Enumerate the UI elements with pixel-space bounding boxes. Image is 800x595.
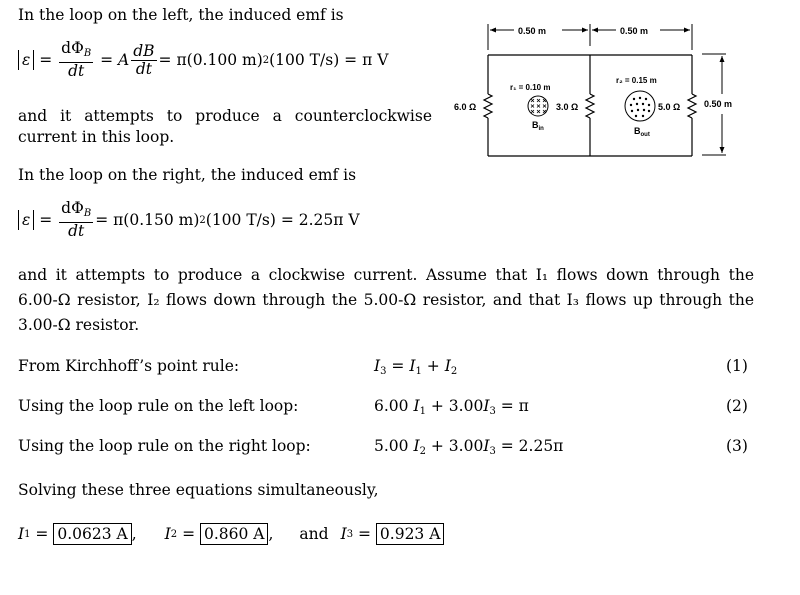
dimension-width-right: 0.50 m (620, 26, 649, 36)
paragraph-counterclockwise-line1: and it attempts to produce a counterclockwise (18, 107, 432, 125)
field-out-label: $B_{out}$ (634, 126, 650, 138)
paragraph-assumption-line1: and it attempts to produce a clockwise current. Assume that I₁ flows down through the (18, 266, 754, 284)
dimension-width-left: 0.50 m (518, 26, 547, 36)
results-row: I 1 = 0.0623 A , I 2 = 0.860 A , and I 3 = 0.923 A (18, 523, 444, 545)
label-kirchhoff-point-rule: From Kirchhoff’s point rule: (18, 357, 240, 375)
equation-emf-left: ε = $\frac{d\Phi_B}{dt}$ = A $\frac{dB}{dt}$ = π(0.100 m) 2 (100 T/s) = π V (18, 40, 388, 80)
circuit-diagram (440, 10, 760, 170)
dimension-height: 0.50 m (704, 99, 733, 109)
equation-2-number: (2) (726, 397, 748, 415)
magnetic-field-out-region (625, 91, 655, 121)
label-right-loop-rule: Using the loop rule on the right loop: (18, 437, 311, 455)
paragraph-left-loop-intro: In the loop on the left, the induced emf is (18, 6, 344, 24)
resistor-mid-label: 3.0 Ω (556, 102, 579, 112)
paragraph-counterclockwise-line2: current in this loop. (18, 128, 175, 146)
resistor-right-label: 5.0 Ω (658, 102, 681, 112)
paragraph-solving: Solving these three equations simultaneously, (18, 481, 379, 499)
result-I3: 0.923 A (376, 523, 445, 545)
resistor-left-label: 6.0 Ω (454, 102, 477, 112)
equation-emf-right: ε = $\frac{d\Phi_B}{dt}$ = π(0.150 m) 2 (100 T/s) = 2.25π V (18, 200, 360, 240)
result-I1: 0.0623 A (53, 523, 131, 545)
equation-1: $I_3 = I_1 + I_2$ (374, 357, 458, 377)
radius-r1-label: r₁ = 0.10 m (510, 83, 551, 92)
radius-r2-label: r₂ = 0.15 m (616, 76, 657, 85)
equation-2: 6.00 $I_1 + 3.00I_3 = \pi$ (374, 397, 529, 417)
equation-3: 5.00 $I_2 + 3.00I_3 = 2.25\pi$ (374, 437, 564, 457)
paragraph-right-loop-intro: In the loop on the right, the induced emf is (18, 166, 357, 184)
equation-1-number: (1) (726, 357, 748, 375)
equation-3-number: (3) (726, 437, 748, 455)
paragraph-assumption-line3: 3.00-Ω resistor. (18, 316, 140, 334)
label-left-loop-rule: Using the loop rule on the left loop: (18, 397, 299, 415)
field-in-label: $B_{in}$ (532, 120, 544, 132)
result-I2: 0.860 A (200, 523, 269, 545)
paragraph-assumption-line2: 6.00-Ω resistor, I₂ flows down through the 5.00-Ω resistor, and that I₃ flows up through the (18, 291, 754, 309)
